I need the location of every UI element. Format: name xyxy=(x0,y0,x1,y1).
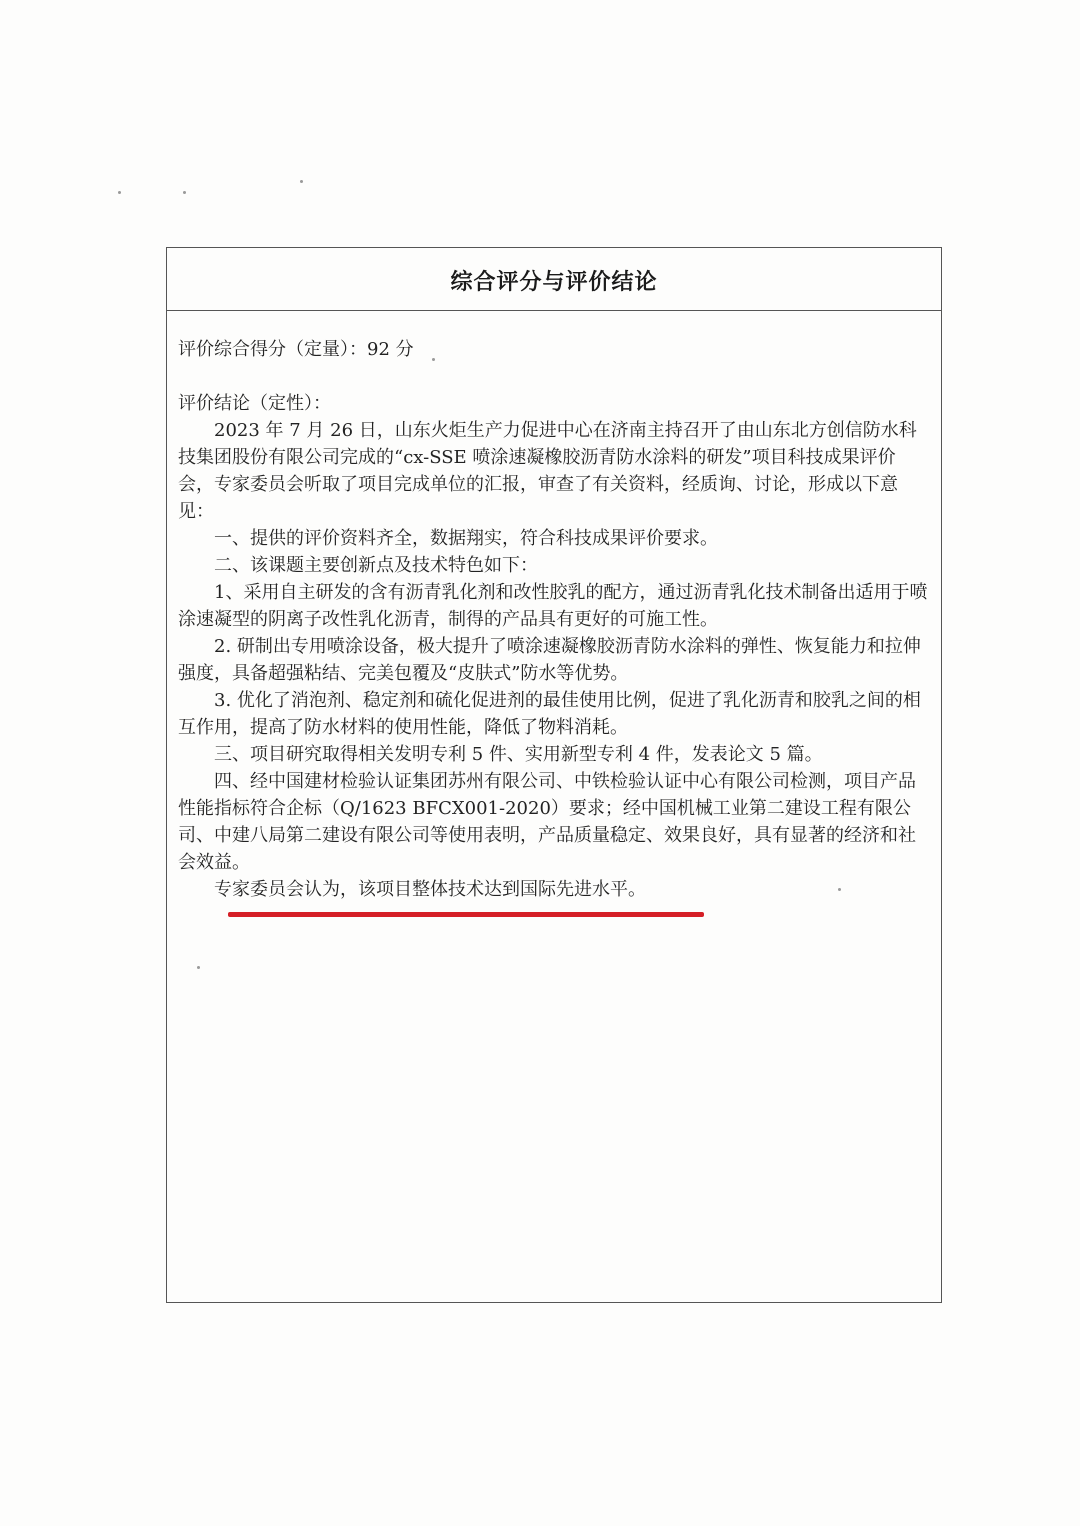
score-line: 评价综合得分（定量）：92 分 xyxy=(178,339,414,360)
scan-speck xyxy=(300,180,303,183)
page-title: 综合评分与评价结论 xyxy=(450,269,658,295)
conclusion-label: 评价结论（定性）： xyxy=(178,393,331,414)
innovation-2: 2. 研制出专用喷涂设备，极大提升了喷涂速凝橡胶沥青防水涂料的弹性、恢复能力和拉伸强度，具备超强粘结、完美包覆及“皮肤式”防水等优势。 xyxy=(178,636,921,684)
intro-paragraph: 2023 年 7 月 26 日，山东火炬生产力促进中心在济南主持召开了由山东北方创信防水科技集团股份有限公司完成的“cx-SSE 喷涂速凝橡胶沥青防水涂料的研发”项目科技成果评价会，专家委员会听取了项目完成单位的汇报，审查了有关资料，经质询、讨论，形成以下意见： xyxy=(178,420,917,522)
scan-speck xyxy=(183,191,186,194)
opinion-4: 四、经中国建材检验认证集团苏州有限公司、中铁检验认证中心有限公司检测，项目产品性能指标符合企标（Q/1623 BFCX001-2020）要求；经中国机械工业第二建设工程有限公司、中建八局第二建设有限公司等使用表明，产品质量稳定、效果良好，具有显著的经济和社会效益。 xyxy=(178,771,916,873)
opinion-3: 三、项目研究取得相关发明专利 5 件、实用新型专利 4 件，发表论文 5 篇。 xyxy=(214,744,823,765)
evaluation-table xyxy=(166,247,942,1303)
evaluation-content xyxy=(178,336,930,903)
opinion-2: 二、该课题主要创新点及技术特色如下： xyxy=(214,555,538,576)
committee-conclusion: 专家委员会认为，该项目整体技术达到国际先进水平。 xyxy=(214,879,646,900)
table-header xyxy=(167,248,941,311)
innovation-3: 3. 优化了消泡剂、稳定剂和硫化促进剂的最佳使用比例，促进了乳化沥青和胶乳之间的相互作用，提高了防水材料的使用性能，降低了物料消耗。 xyxy=(178,690,921,738)
innovation-1: 1、采用自主研发的含有沥青乳化剂和改性胶乳的配方，通过沥青乳化技术制备出适用于喷涂速凝型的阴离子改性乳化沥青，制得的产品具有更好的可施工性。 xyxy=(178,582,928,630)
opinion-1: 一、提供的评价资料齐全，数据翔实，符合科技成果评价要求。 xyxy=(214,528,718,549)
red-highlight-underline xyxy=(228,912,704,917)
scan-speck xyxy=(118,191,121,194)
